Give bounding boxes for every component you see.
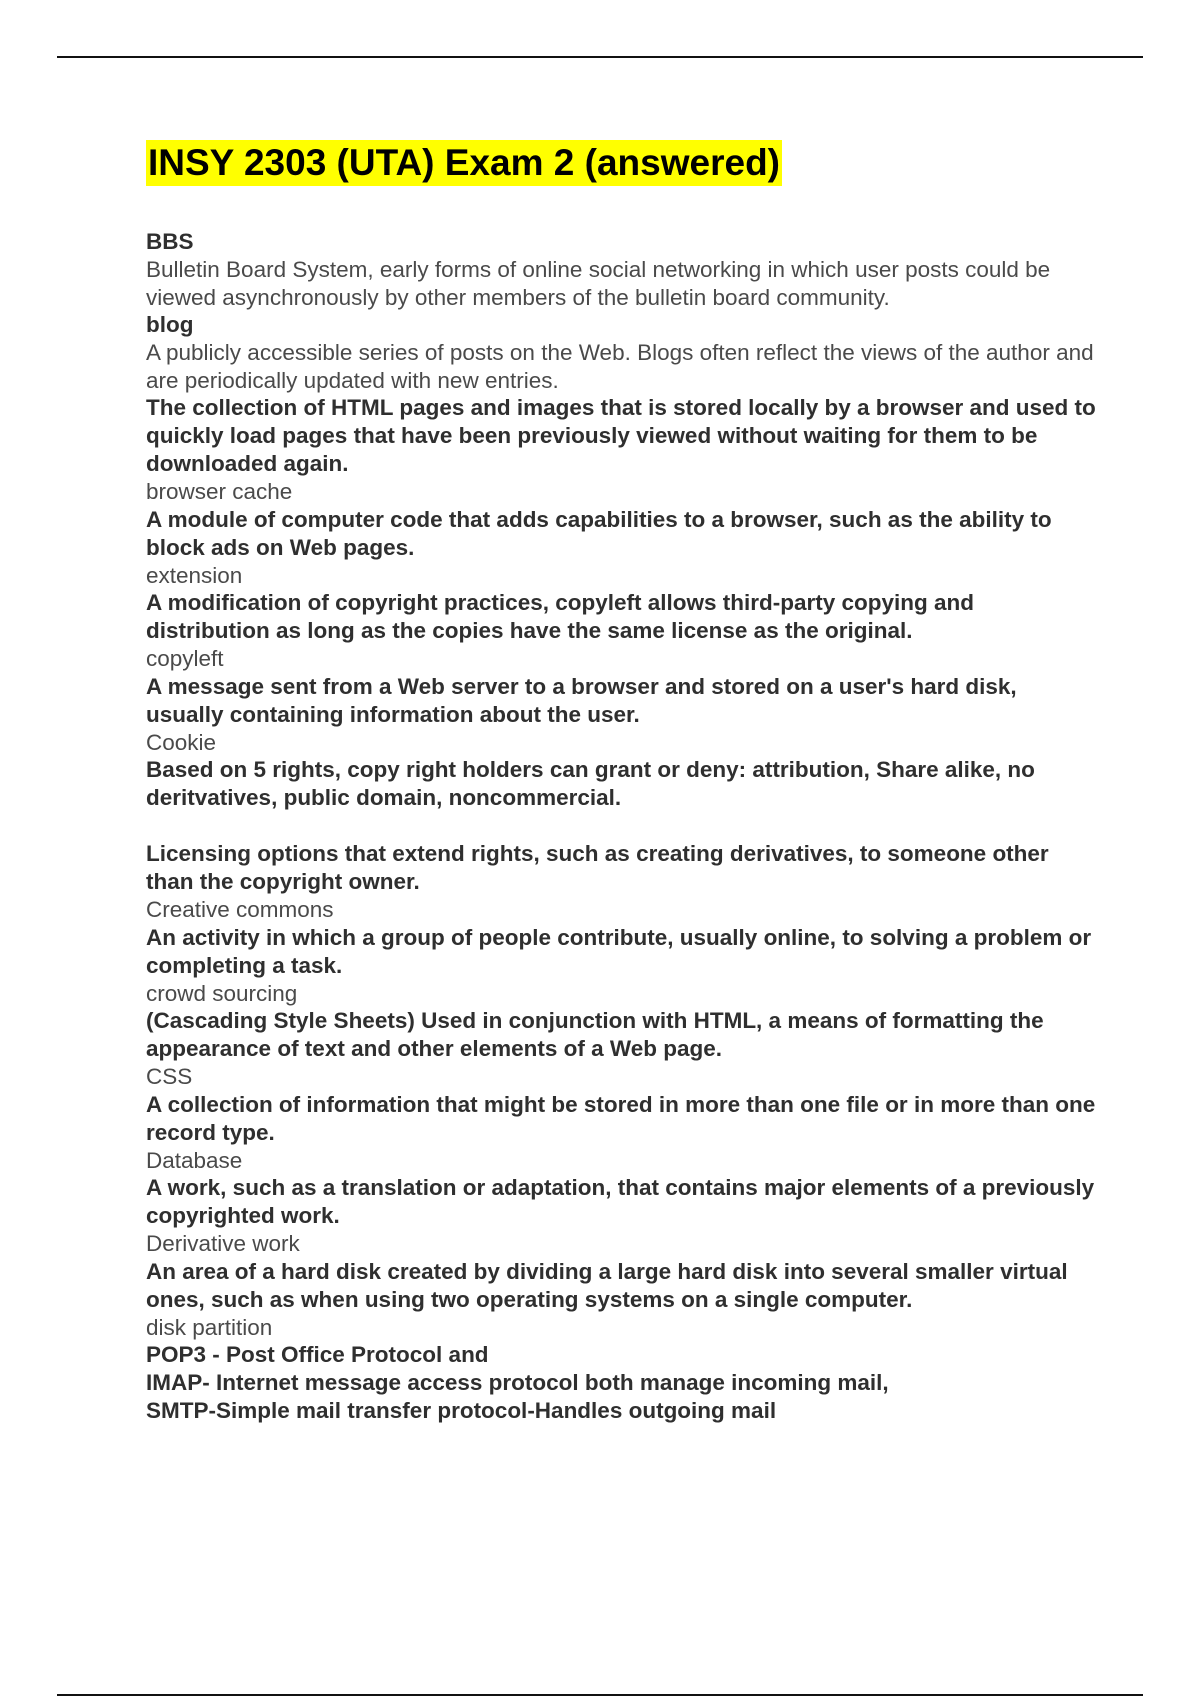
protocol-line: POP3 - Post Office Protocol and (146, 1342, 489, 1367)
term-question: An activity in which a group of people contribute, usually online, to solving a problem or completing a task. (146, 924, 1092, 978)
term-answer: CSS (146, 1064, 193, 1089)
flashcard-entry (146, 311, 1096, 394)
term-answer: extension (146, 562, 243, 588)
term-question: A collection of information that might be stored in more than one file or in more than one record type. (146, 1091, 1096, 1145)
flashcard-list (146, 228, 1096, 1425)
term-question: A module of computer code that adds capabilities to a browser, such as the ability to block ads on Web pages. (146, 506, 1052, 560)
term-question: The collection of HTML pages and images that is stored locally by a browser and used to quickly load pages that have been previously viewed without waiting for them to be downloaded again. (146, 395, 1096, 476)
document-title (146, 140, 782, 186)
term-question: A message sent from a Web server to a browser and stored on a user's hard disk, usually containing information about the user. (146, 673, 1017, 727)
blank-line (146, 812, 1096, 840)
term-answer: A publicly accessible series of posts on the Web. Blogs often reflect the views of the author and are periodically updated with new entries. (146, 340, 1094, 393)
term-answer: disk partition (146, 1314, 273, 1340)
protocol-line: IMAP- Internet message access protocol both manage incoming mail, (146, 1370, 889, 1395)
term-answer: Database (146, 1147, 243, 1173)
flashcard-entry (146, 1258, 1096, 1342)
bottom-divider (57, 1694, 1143, 1696)
title-suffix: (answered) (574, 142, 780, 183)
flashcard-entry (146, 506, 1096, 590)
term-question: Based on 5 rights, copy right holders can grant or deny: attribution, Share alike, no deritvatives, public domain, noncommercial. (146, 757, 1035, 810)
term-answer: Bulletin Board System, early forms of online social networking in which user posts could be viewed asynchronously by other members of the bulletin board community. (146, 257, 1051, 310)
flashcard-entry (146, 394, 1096, 506)
flashcard-entry (146, 924, 1096, 1008)
top-divider (57, 56, 1143, 58)
term-answer: Creative commons (146, 897, 334, 922)
term-question: An area of a hard disk created by dividing a large hard disk into several smaller virtual ones, such as when using two operating systems on a single computer. (146, 1258, 1068, 1312)
title-main: INSY 2303 (UTA) Exam 2 (148, 142, 575, 183)
flashcard-entry (146, 1091, 1096, 1175)
term-question: (Cascading Style Sheets) Used in conjunction with HTML, a means of formatting the appearance of text and other elements of a Web page. (146, 1008, 1044, 1061)
term-question: blog (146, 312, 194, 337)
term-answer: crowd sourcing (146, 980, 298, 1006)
flashcard-entry (146, 756, 1096, 924)
document-page (146, 140, 1096, 1425)
flashcard-entry (146, 1341, 1096, 1425)
flashcard-entry (146, 1174, 1096, 1258)
term-answer: Derivative work (146, 1231, 300, 1256)
term-answer: browser cache (146, 479, 293, 504)
term-answer: copyleft (146, 646, 224, 671)
flashcard-entry (146, 673, 1096, 757)
term-question-continued: Licensing options that extend rights, such as creating derivatives, to someone other than the copyright owner. (146, 841, 1049, 894)
term-answer: Cookie (146, 729, 217, 755)
flashcard-entry (146, 1007, 1096, 1091)
flashcard-entry (146, 228, 1096, 311)
term-question: A work, such as a translation or adaptation, that contains major elements of a previously copyrighted work. (146, 1175, 1095, 1228)
flashcard-entry (146, 589, 1096, 673)
term-question: A modification of copyright practices, copyleft allows third-party copying and distribution as long as the copies have the same license as the original. (146, 590, 975, 643)
protocol-line: SMTP-Simple mail transfer protocol-Handles outgoing mail (146, 1398, 777, 1423)
term-question: BBS (146, 229, 194, 254)
